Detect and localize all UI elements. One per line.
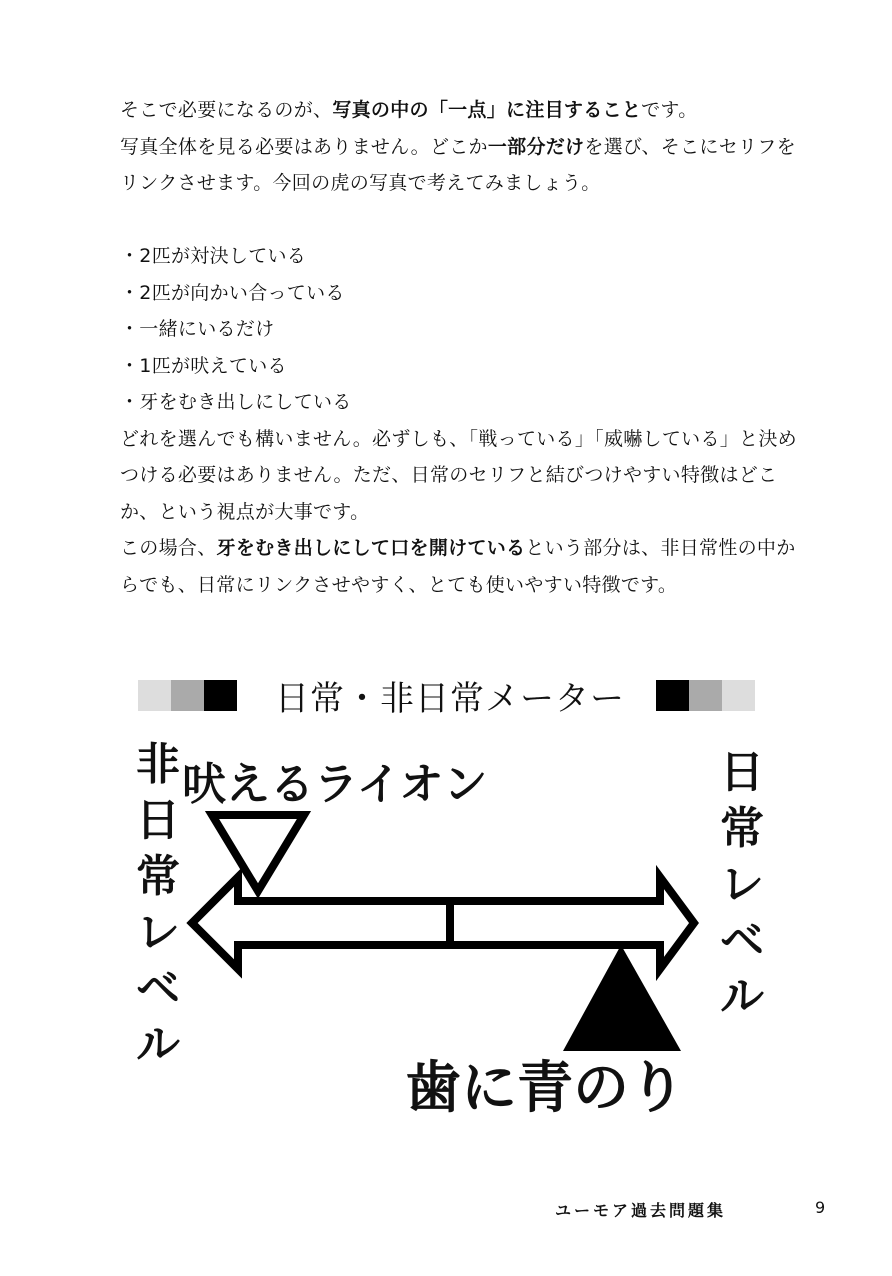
top-marker-label: 吠えるライオン bbox=[182, 759, 488, 810]
bold-phrase: 牙をむき出しにして口を開けている bbox=[216, 537, 526, 559]
paragraph-1: そこで必要になるのが、写真の中の「一点」に注目することです。 bbox=[120, 99, 698, 121]
body-text bbox=[120, 92, 800, 603]
bold-phrase: 一部分だけ bbox=[487, 135, 585, 158]
list-item: ・1匹が吠えている bbox=[120, 354, 287, 377]
bottom-marker-label: 歯に青のり bbox=[405, 1056, 685, 1121]
paragraph-4: この場合、牙をむき出しにして口を開けているという部分は、非日常性の中からでも、日常にリンクさせやすく、とても使いやすい特徴です。 bbox=[120, 537, 796, 596]
list-item: ・牙をむき出しにしている bbox=[120, 391, 352, 413]
bold-phrase: 写真の中の「一点」に注目すること bbox=[332, 99, 642, 121]
list-item: ・2匹が向かい合っている bbox=[120, 281, 345, 304]
book-title: ユーモア過去問題集 bbox=[555, 1201, 727, 1220]
paragraph-3: どれを選んでも構いません。必ずしも、「戦っている」「威嚇している」と決めつける必要はありません。ただ、日常のセリフと結びつけやすい特徴はどこか、という視点が大事です。 bbox=[120, 427, 797, 523]
top-marker-triangle bbox=[212, 815, 304, 891]
list-item: ・2匹が対決している bbox=[120, 245, 307, 267]
list-item: ・一緒にいるだけ bbox=[120, 318, 275, 340]
meter-title: 日常・非日常メーター bbox=[275, 679, 625, 719]
left-axis-label: 非 日 常 レ ベ ル bbox=[136, 739, 180, 1070]
right-axis-label: 日 常 レ ベ ル bbox=[720, 747, 764, 1022]
paragraph-2: 写真全体を見る必要はありません。どこか一部分だけを選び、そこにセリフをリンクさせます。今回の虎の写真で考えてみましょう。 bbox=[120, 135, 796, 194]
page-number: 9 bbox=[815, 1198, 826, 1217]
bullet-list bbox=[120, 238, 800, 421]
everyday-meter-diagram bbox=[120, 665, 780, 1135]
